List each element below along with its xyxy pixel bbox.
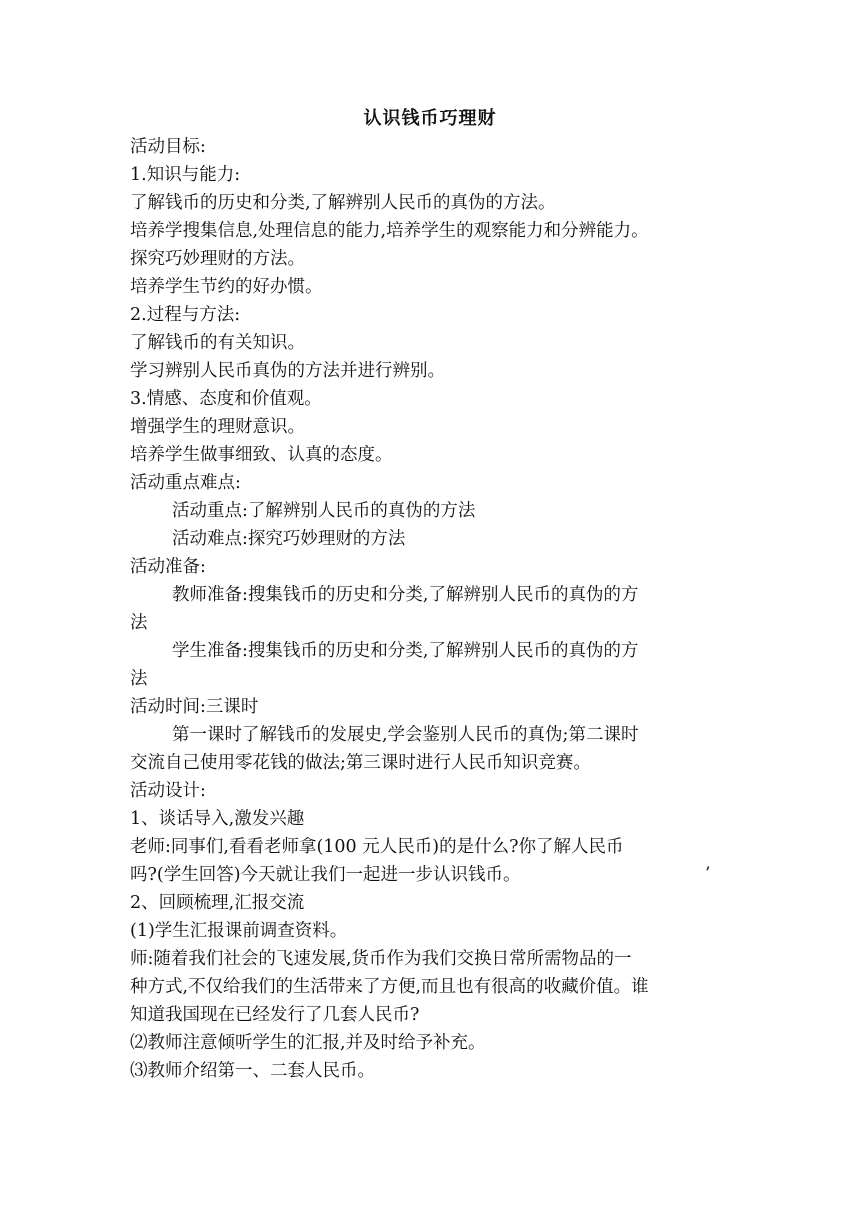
paragraph-line: (1)学生汇报课前调查资料。 <box>130 921 348 941</box>
subheading-step-2: 2、回顾梳理,汇报交流 <box>130 893 305 913</box>
paragraph-line: 第一课时了解钱币的发展史,学会鉴别人民币的真伪;第二课时 <box>172 725 639 745</box>
paragraph-line: ⑵教师注意倾听学生的汇报,并及时给予补充。 <box>130 1033 486 1053</box>
paragraph-line: 老师:同事们,看看老师拿(100 元人民币)的是什么?你了解人民币 <box>130 837 624 857</box>
paragraph-line: 了解钱币的历史和分类,了解辨别人民币的真伪的方法。 <box>130 193 556 213</box>
paragraph-line: 师:随着我们社会的飞速发展,货币作为我们交换日常所需物品的一 <box>130 949 632 969</box>
paragraph-line: 活动难点:探究巧妙理财的方法 <box>172 529 406 549</box>
paragraph-line: 活动重点:了解辨别人民币的真伪的方法 <box>172 501 476 521</box>
stray-apostrophe-mark: ’ <box>705 864 711 884</box>
paragraph-line: 法 <box>130 613 148 633</box>
document-title: 认识钱币巧理财 <box>363 108 497 129</box>
paragraph-line: ⑶教师介绍第一、二套人民币。 <box>130 1061 375 1081</box>
subheading-attitude-values: 3.情感、态度和价值观。 <box>130 389 322 409</box>
paragraph-line: 了解钱币的有关知识。 <box>130 333 305 353</box>
paragraph-line: 种方式,不仅给我们的生活带来了方便,而且也有很高的收藏价值。谁 <box>130 977 649 997</box>
paragraph-line: 培养学搜集信息,处理信息的能力,培养学生的观察能力和分辨能力。 <box>130 221 649 241</box>
section-heading-time: 活动时间:三课时 <box>130 697 259 717</box>
paragraph-line: 教师准备:搜集钱币的历史和分类,了解辨别人民币的真伪的方 <box>172 585 639 605</box>
paragraph-line: 吗?(学生回答)今天就让我们一起进一步认识钱币。 <box>130 865 521 885</box>
paragraph-line: 探究巧妙理财的方法。 <box>130 249 305 269</box>
document-body <box>130 133 740 1085</box>
paragraph-line: 培养学生节约的好办惯。 <box>130 277 323 297</box>
subheading-step-1: 1、谈话导入,激发兴趣 <box>130 809 305 829</box>
section-heading-key-points: 活动重点难点: <box>130 473 241 493</box>
section-heading-design: 活动设计: <box>130 781 206 801</box>
subheading-process-method: 2.过程与方法: <box>130 305 241 325</box>
paragraph-line: 法 <box>130 669 148 689</box>
paragraph-line: 培养学生做事细致、认真的态度。 <box>130 445 393 465</box>
paragraph-line: 知道我国现在已经发行了几套人民币? <box>130 1005 420 1025</box>
section-heading-preparation: 活动准备: <box>130 557 206 577</box>
section-heading-objectives: 活动目标: <box>130 137 206 157</box>
paragraph-line: 增强学生的理财意识。 <box>130 417 305 437</box>
paragraph-line: 学习辨别人民币真伪的方法并进行辨别。 <box>130 361 445 381</box>
paragraph-line: 学生准备:搜集钱币的历史和分类,了解辨别人民币的真伪的方 <box>172 641 639 661</box>
paragraph-line: 交流自己使用零花钱的做法;第三课时进行人民币知识竞赛。 <box>130 753 591 773</box>
subheading-knowledge-ability: 1.知识与能力: <box>130 165 241 185</box>
